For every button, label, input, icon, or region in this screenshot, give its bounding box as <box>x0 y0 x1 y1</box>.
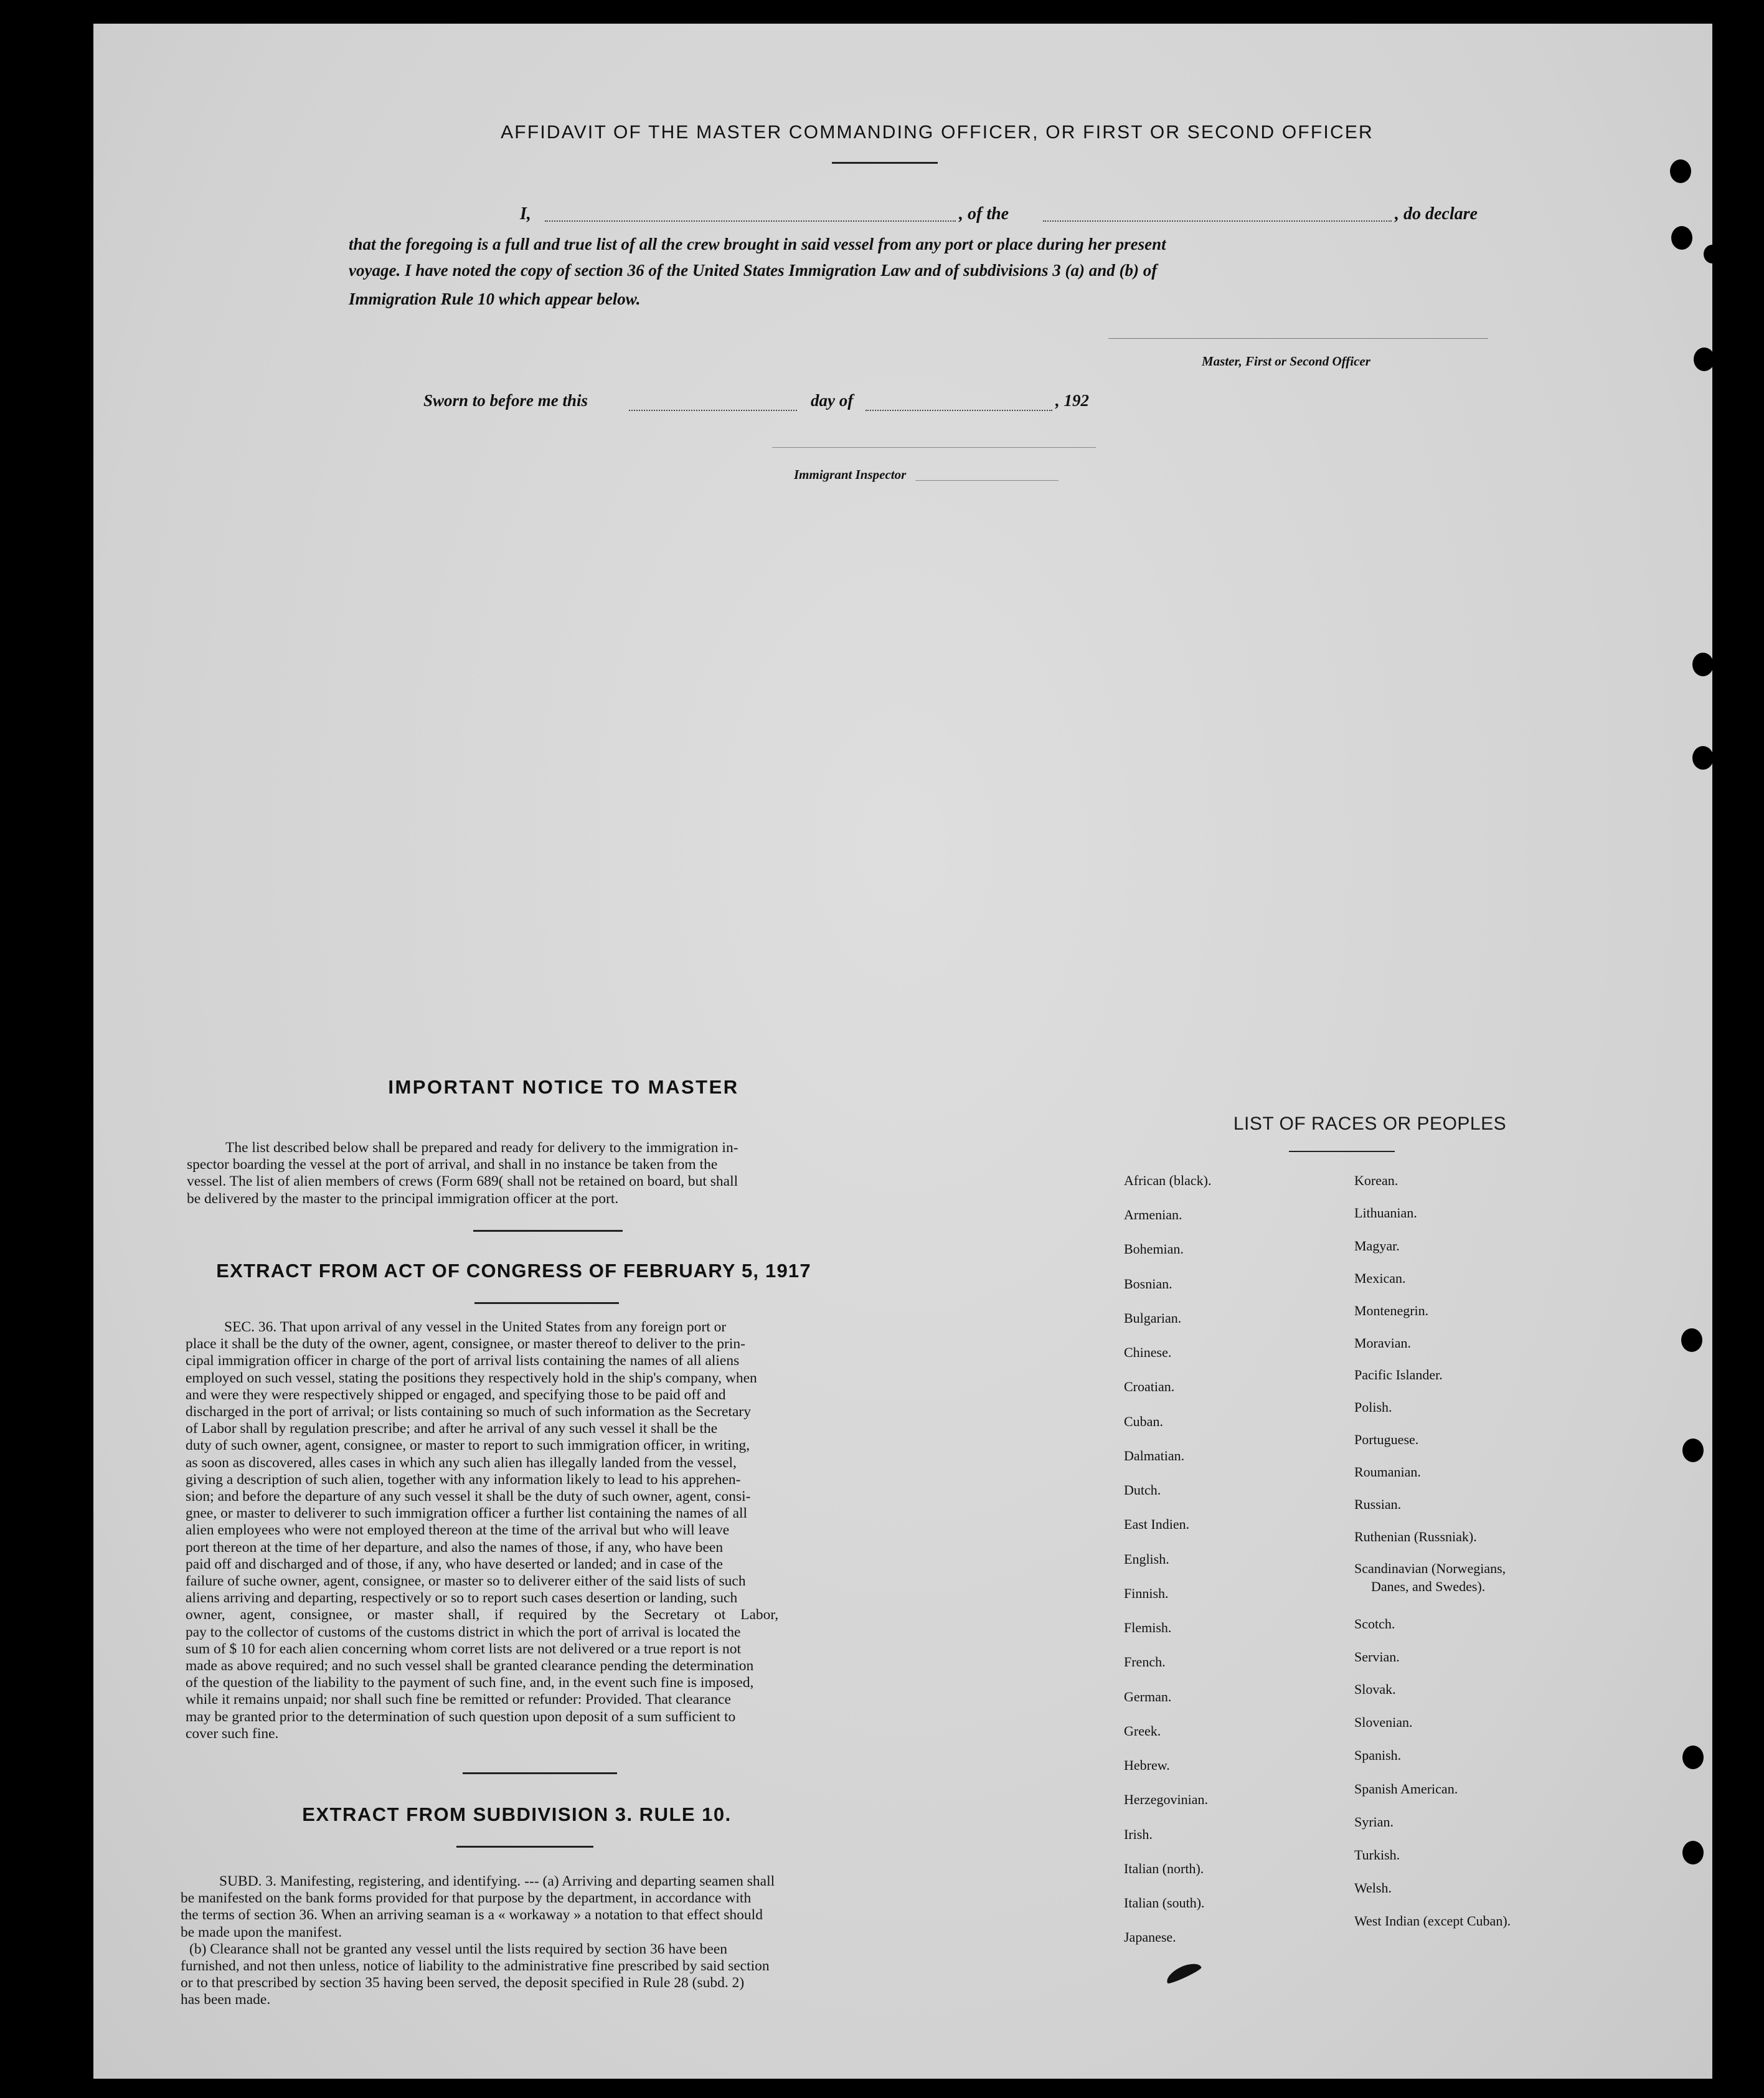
act-line: owner, agent, consignee, or master shall, if required by the Secretary ot Labor, <box>186 1607 779 1623</box>
race-item: Magyar. <box>1354 1238 1400 1254</box>
race-item: Italian (north). <box>1124 1861 1204 1876</box>
act-line: discharged in the port of arrival; or lists containing so much of such information as the Secretary <box>186 1404 751 1420</box>
race-item: German. <box>1124 1689 1172 1704</box>
race-item: Finnish. <box>1124 1585 1169 1601</box>
affidavit-line3: voyage. I have noted the copy of section 36 of the United States Immigration Law and of subdivisions 3 (a) and (b) of <box>349 261 1158 280</box>
sworn-year: , 192 <box>1055 391 1089 410</box>
affidavit-title: AFFIDAVIT OF THE MASTER COMMANDING OFFICER, OR FIRST OR SECOND OFFICER <box>501 122 1374 143</box>
inspector-label: Immigrant Inspector <box>794 467 907 482</box>
race-item: Herzegovinian. <box>1124 1792 1208 1807</box>
race-item: Flemish. <box>1124 1620 1172 1635</box>
divider <box>474 1302 619 1304</box>
affidavit-of-the: , of the <box>959 204 1009 224</box>
race-item: Turkish. <box>1354 1847 1400 1863</box>
signature-line <box>1108 338 1488 339</box>
race-item: West Indian (except Cuban). <box>1354 1913 1511 1929</box>
rule-line: furnished, and not then unless, notice of liability to the administrative fine prescribed by said section <box>181 1958 770 1975</box>
punch-hole <box>1670 159 1691 183</box>
act-line: giving a description of such alien, together with any information likely to lead to his apprehen- <box>186 1471 741 1488</box>
punch-hole <box>1682 1746 1704 1769</box>
punch-hole <box>1682 1439 1704 1462</box>
race-item: Bosnian. <box>1124 1276 1172 1292</box>
act-line: aliens arriving and departing, respectively or so to report such cases desertion or landing, such <box>186 1590 738 1607</box>
rule-line: or to that prescribed by section 35 having been served, the deposit specified in Rule 28 (subd. 2) <box>181 1975 745 1992</box>
inspector-line <box>772 447 1096 448</box>
divider <box>456 1846 593 1848</box>
act-line: gnee, or master to deliverer to such immigration officer a further list containing the names of all <box>186 1505 748 1522</box>
race-item: Portuguese. <box>1354 1432 1419 1447</box>
race-item: Slovak. <box>1354 1681 1396 1697</box>
race-item: French. <box>1124 1654 1166 1670</box>
race-item: Pacific Islander. <box>1354 1367 1443 1382</box>
race-item: English. <box>1124 1551 1169 1567</box>
race-item: African (black). <box>1124 1173 1212 1188</box>
race-item: Russian. <box>1354 1496 1402 1512</box>
act-line: alien employees who were not employed thereon at the time of the arrival but who will leave <box>186 1522 730 1539</box>
sworn-line <box>423 391 1171 416</box>
sworn-day-of: day of <box>811 391 854 410</box>
rule-line: be manifested on the bank forms provided for that purpose by the department, in accordance with <box>181 1890 752 1907</box>
race-item: Japanese. <box>1124 1929 1176 1945</box>
race-item: Bohemian. <box>1124 1241 1184 1257</box>
notice-line: be delivered by the master to the principal immigration officer at the port. <box>187 1190 619 1207</box>
affidavit-line1 <box>420 199 1485 229</box>
race-item: Cuban. <box>1124 1414 1163 1429</box>
race-item: Bulgarian. <box>1124 1310 1182 1326</box>
race-item: Danes, and Swedes). <box>1371 1579 1486 1594</box>
act-line: SEC. 36. That upon arrival of any vessel in the United States from any foreign port or <box>224 1319 727 1335</box>
race-item: Mexican. <box>1354 1270 1406 1286</box>
race-item: Chinese. <box>1124 1344 1172 1360</box>
rule-line: the terms of section 36. When an arriving seaman is a « workaway » a notation to that effect should <box>181 1907 763 1924</box>
race-item: Moravian. <box>1354 1335 1412 1351</box>
race-item: Croatian. <box>1124 1379 1175 1394</box>
signature-label: Master, First or Second Officer <box>1202 354 1370 369</box>
affidavit-i: I, <box>520 204 531 224</box>
race-item: Irish. <box>1124 1826 1153 1842</box>
race-item: Ruthenian (Russniak). <box>1354 1529 1477 1544</box>
race-item: Servian. <box>1354 1649 1400 1665</box>
race-item: Syrian. <box>1354 1814 1394 1830</box>
race-item: Slovenian. <box>1354 1714 1413 1730</box>
act-line: duty of such owner, agent, consignee, or master to report to such immigration officer, in writing, <box>186 1437 750 1454</box>
race-item: Dalmatian. <box>1124 1448 1185 1463</box>
race-item: Spanish. <box>1354 1747 1402 1763</box>
act-line: made as above required; and no such vessel shall be granted clearance pending the determination <box>186 1658 754 1675</box>
race-item: Scandinavian (Norwegians, <box>1354 1561 1506 1576</box>
race-item: Dutch. <box>1124 1482 1161 1498</box>
act-body <box>186 1319 842 1742</box>
sworn-prefix: Sworn to before me this <box>423 391 588 410</box>
race-item: Scotch. <box>1354 1616 1395 1632</box>
act-line: while it remains unpaid; nor shall such fine be remitted or refunder: Provided. That clearance <box>186 1691 731 1708</box>
rule-body <box>181 1873 837 2009</box>
act-line: pay to the collector of customs of the customs district in which the port of arrival is located the <box>186 1623 741 1640</box>
divider <box>1289 1151 1395 1152</box>
notice-title: IMPORTANT NOTICE TO MASTER <box>388 1076 739 1098</box>
punch-hole <box>1671 226 1692 250</box>
rule-title: EXTRACT FROM SUBDIVISION 3. RULE 10. <box>302 1803 732 1825</box>
notice-line: The list described below shall be prepared and ready for delivery to the immigration in- <box>225 1140 738 1156</box>
race-item: Spanish American. <box>1354 1781 1458 1797</box>
name-field-line <box>545 220 956 222</box>
race-item: Armenian. <box>1124 1207 1182 1222</box>
race-item: Welsh. <box>1354 1880 1392 1896</box>
race-item: Montenegrin. <box>1354 1303 1429 1318</box>
inspector-line-2 <box>915 480 1059 481</box>
form-page <box>93 24 1712 2079</box>
act-line: of Labor shall by regulation prescribe; and after he arrival of any such vessel it shall be the <box>186 1420 718 1437</box>
sworn-month-line <box>865 410 1052 411</box>
race-item: Polish. <box>1354 1399 1392 1415</box>
sworn-day-line <box>629 410 797 411</box>
act-line: paid off and discharged and of those, if any, who have deserted or landed; and in case of the <box>186 1556 723 1572</box>
divider <box>463 1772 617 1774</box>
act-title: EXTRACT FROM ACT OF CONGRESS OF FEBRUARY 5, 1917 <box>216 1260 811 1282</box>
act-line: sion; and before the departure of any such vessel it shall be the duty of such owner, agent, consi- <box>186 1488 751 1505</box>
notice-line: spector boarding the vessel at the port of arrival, and shall in no instance be taken from the <box>187 1156 718 1173</box>
act-line: as soon as discovered, alles cases in which any such alien has illegally landed from the vessel, <box>186 1454 737 1471</box>
rule-line: has been made. <box>181 1992 271 2008</box>
rule-line: (b) Clearance shall not be granted any vessel until the lists required by section 36 have been <box>189 1940 728 1957</box>
race-item: East Indien. <box>1124 1516 1190 1532</box>
race-item: Hebrew. <box>1124 1757 1170 1773</box>
act-line: and were they were respectively shipped or engaged, and specifying those to be paid off and <box>186 1386 726 1403</box>
act-line: may be granted prior to the determination of such question upon deposit of a sum sufficient to <box>186 1708 736 1725</box>
affidavit-declare: , do declare <box>1395 204 1478 224</box>
act-line: cipal immigration officer in charge of the port of arrival lists containing the names of all aliens <box>186 1353 740 1369</box>
punch-hole <box>1694 347 1715 371</box>
punch-hole <box>1682 1841 1704 1864</box>
punch-hole <box>1704 245 1721 263</box>
affidavit-line4: Immigration Rule 10 which appear below. <box>349 290 641 308</box>
races-title: LIST OF RACES OR PEOPLES <box>1233 1113 1507 1134</box>
act-line: sum of $ 10 for each alien concerning whom corret lists are not delivered or a true report is not <box>186 1640 742 1657</box>
punch-hole <box>1681 1328 1702 1352</box>
act-line: employed on such vessel, stating the positions they respectively hold in the ship's company, when <box>186 1369 757 1386</box>
vessel-field-line <box>1043 220 1392 222</box>
rule-line: be made upon the manifest. <box>181 1924 342 1940</box>
race-item: Lithuanian. <box>1354 1205 1417 1221</box>
ink-mark <box>1164 1959 1202 1985</box>
punch-hole <box>1692 653 1714 676</box>
divider <box>832 162 938 164</box>
race-item: Greek. <box>1124 1723 1161 1739</box>
race-item: Italian (south). <box>1124 1895 1205 1911</box>
notice-body <box>187 1140 841 1207</box>
race-item: Korean. <box>1354 1173 1398 1188</box>
act-line: cover such fine. <box>186 1725 279 1742</box>
divider <box>473 1230 623 1232</box>
act-line: port thereon at the time of her departure, and also the names of those, if any, who have been <box>186 1539 724 1556</box>
affidavit-line2: that the foregoing is a full and true list of all the crew brought in said vessel from any port or place during her present <box>349 235 1166 253</box>
rule-line: SUBD. 3. Manifesting, registering, and identifying. --- (a) Arriving and departing seamen shall <box>219 1873 775 1889</box>
act-line: of the question of the liability to the payment of such fine, and, in the event such fine is imposed, <box>186 1675 754 1691</box>
punch-hole <box>1692 746 1714 770</box>
notice-line: vessel. The list of alien members of crews (Form 689( shall not be retained on board, but shall <box>187 1173 738 1190</box>
act-line: failure of suche owner, agent, consignee, or master so to deliverer either of the said lists of such <box>186 1573 746 1590</box>
race-item: Roumanian. <box>1354 1464 1421 1480</box>
act-line: place it shall be the duty of the owner, agent, consignee, or master thereof to deliver to the prin- <box>186 1336 745 1353</box>
